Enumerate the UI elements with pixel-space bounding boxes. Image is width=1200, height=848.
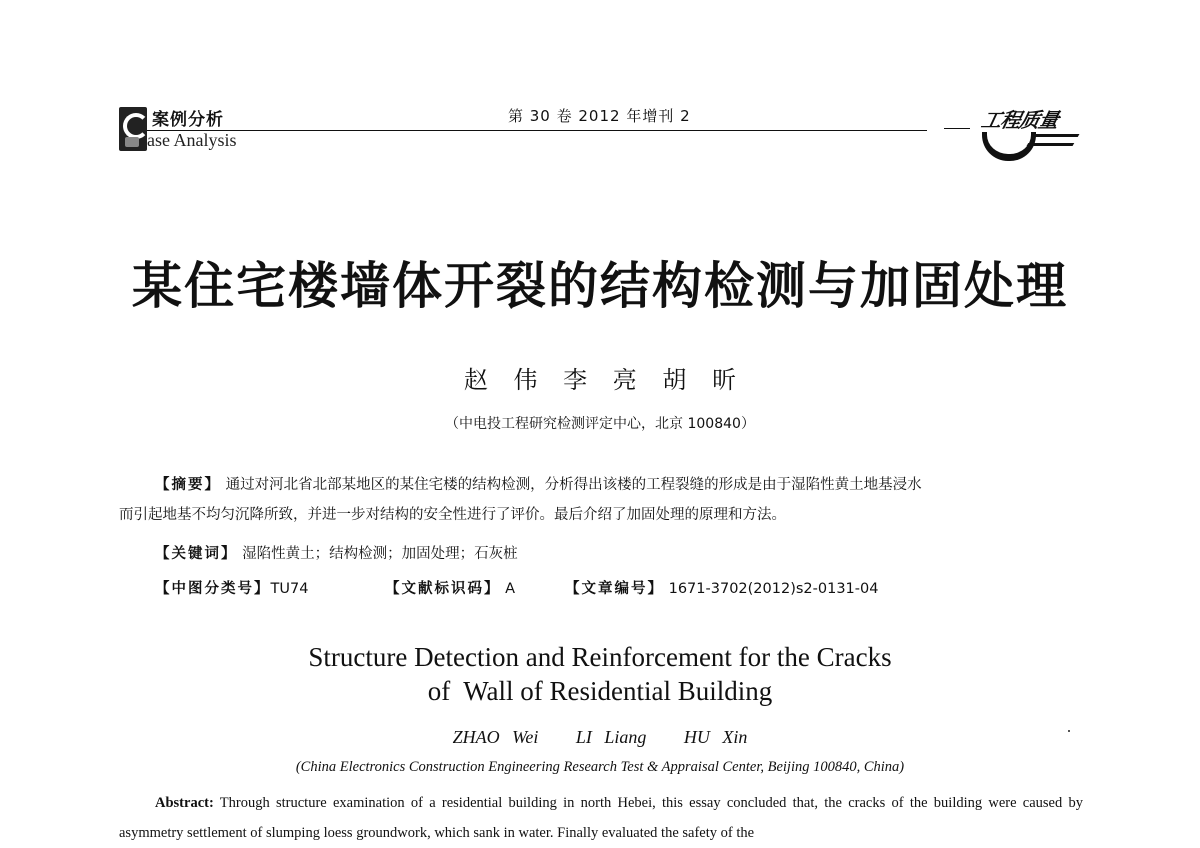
case-analysis-logo-icon (119, 107, 147, 151)
scan-speck (1068, 730, 1070, 732)
logo-dash (944, 128, 970, 129)
page-header (0, 0, 1200, 170)
paper-title-cn: 某住宅楼墙体开裂的结构检测与加固处理 (132, 256, 1068, 315)
doc-code-label: 【文献标识码】 (385, 581, 501, 597)
authors-cn: 赵 伟 李 亮 胡 昕 (463, 366, 737, 394)
issue-info: 第 30 卷 2012 年增刊 2 (508, 107, 691, 125)
abstract-cn-text-1: 通过对河北省北部某地区的某住宅楼的结构检测，分析得出该楼的工程裂缝的形成是由于湿陷性黄土地基浸水 (225, 477, 922, 493)
affiliation-en: (China Electronics Construction Engineering Research Test & Appraisal Center, Beijing 100840, China) (295, 759, 905, 775)
paper-title-en-line2: of Wall of Residential Building (427, 676, 773, 706)
journal-logo (944, 98, 1084, 166)
clc-value: TU74 (270, 581, 309, 597)
keywords-cn-text: 湿陷性黄土；结构检测；加固处理；石灰桩 (242, 546, 518, 562)
abstract-en-label: Abstract: (155, 795, 214, 811)
clc-group (155, 577, 308, 598)
keywords-cn (119, 539, 1081, 569)
abstract-cn (119, 470, 1081, 530)
abstract-cn-label: 【摘要】 (155, 477, 221, 493)
paper-title-en-line1: Structure Detection and Reinforcement for the Cracks (308, 642, 892, 672)
journal-logo-text: 工程质量 (979, 108, 1061, 132)
article-no-group (565, 577, 878, 598)
affiliation-cn: （中电投工程研究检测评定中心，北京 100840） (445, 416, 755, 432)
doc-code-value: A (505, 581, 516, 597)
article-no-label: 【文章编号】 (565, 581, 664, 597)
abstract-cn-line1 (119, 470, 1081, 500)
authors-en: ZHAO Wei LI Liang HU Xin (452, 727, 748, 747)
logo-bars-icon (1027, 134, 1080, 146)
section-title-en: ase Analysis (147, 130, 237, 150)
abstract-en (119, 788, 1083, 848)
keywords-cn-label: 【关键词】 (155, 546, 238, 562)
keywords-cn-line (119, 539, 1081, 569)
article-no-value: 1671-3702(2012)s2-0131-04 (668, 581, 879, 597)
logo-swoosh-icon (982, 132, 1036, 161)
section-title-cn: 案例分析 (152, 110, 224, 130)
paper-title-en (0, 640, 1200, 708)
abstract-en-text: Through structure examination of a residential building in north Hebei, this essay concluded that, the cracks of the building were caused by asymmetry settlement of slumping loess groundwork, which sank in water. Finally evaluated the safety of the (119, 795, 1083, 841)
header-rule (147, 130, 927, 131)
clc-label: 【中图分类号】 (155, 581, 271, 597)
abstract-cn-line2: 而引起地基不均匀沉降所致，并进一步对结构的安全性进行了评价。最后介绍了加固处理的原理和方法。 (119, 507, 786, 523)
doc-code-group (385, 577, 515, 598)
